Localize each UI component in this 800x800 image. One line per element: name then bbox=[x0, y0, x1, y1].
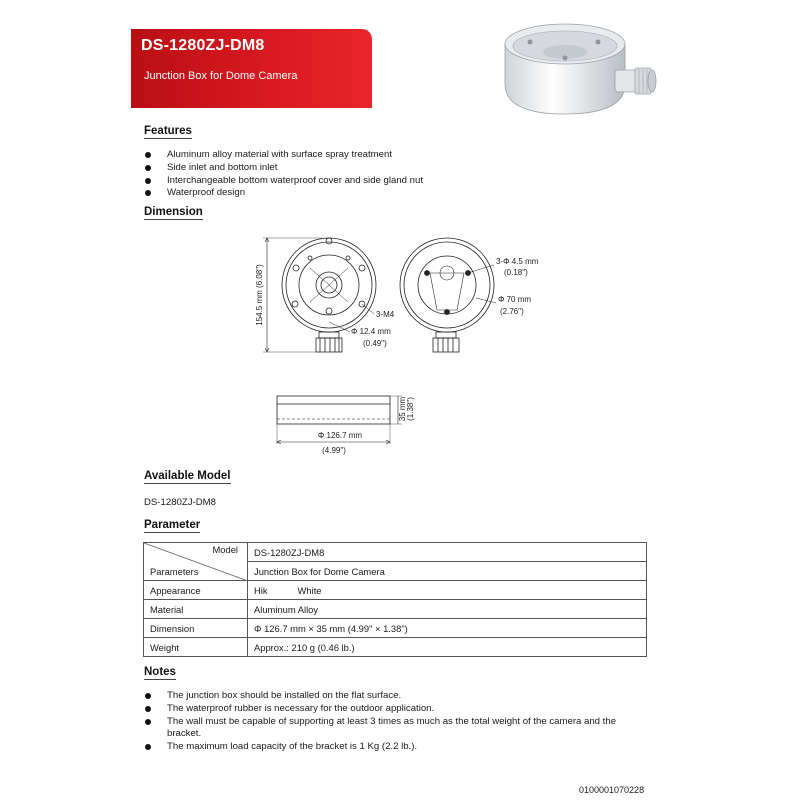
parameter-title: Parameter bbox=[144, 519, 201, 531]
list-item: Waterproof design bbox=[144, 187, 423, 200]
list-item: Interchangeable bottom waterproof cover and side gland nut bbox=[144, 175, 423, 188]
model-subtitle: Junction Box for Dome Camera bbox=[144, 70, 298, 82]
header-params-label: Parameters bbox=[150, 566, 199, 577]
header-model-label: Model bbox=[212, 544, 238, 555]
list-item: Aluminum alloy material with surface spray treatment bbox=[144, 149, 423, 162]
height-label: 154.5 mm (6.08") bbox=[255, 264, 264, 326]
table-cell: Approx.: 210 g (0.46 lb.) bbox=[248, 638, 647, 657]
list-item: The waterproof rubber is necessary for the outdoor application. bbox=[144, 703, 634, 716]
appearance-hik: Hik bbox=[254, 584, 268, 596]
dimension-title: Dimension bbox=[144, 206, 203, 218]
list-item: Side inlet and bottom inlet bbox=[144, 162, 423, 175]
table-row bbox=[144, 619, 647, 638]
table-row bbox=[144, 581, 647, 600]
available-model-value: DS-1280ZJ-DM8 bbox=[144, 497, 216, 508]
table-cell: DS-1280ZJ-DM8 bbox=[248, 543, 647, 562]
appearance-color: White bbox=[297, 584, 322, 596]
table-cell bbox=[248, 581, 647, 600]
circle-in-label: (2.76") bbox=[500, 307, 524, 316]
table-header-cell bbox=[144, 543, 248, 581]
screws-label: 3-M4 bbox=[376, 310, 395, 319]
inlet-mm-label: Φ 12.4 mm bbox=[351, 327, 391, 336]
table-row bbox=[144, 600, 647, 619]
model-title: DS-1280ZJ-DM8 bbox=[141, 37, 265, 54]
depth-mm-label: 35 mm bbox=[398, 396, 407, 422]
product-image bbox=[490, 22, 670, 122]
notes-list bbox=[144, 690, 634, 754]
list-item: The maximum load capacity of the bracket is 1 Kg (2.2 lb.). bbox=[144, 741, 634, 754]
list-item: The junction box should be installed on the flat surface. bbox=[144, 690, 634, 703]
table-cell: Weight bbox=[144, 638, 248, 657]
table-cell: Junction Box for Dome Camera bbox=[248, 562, 647, 581]
circle-mm-label: Φ 70 mm bbox=[498, 295, 532, 304]
table-row bbox=[144, 638, 647, 657]
features-title: Features bbox=[144, 125, 192, 137]
table-cell: Aluminum Alloy bbox=[248, 600, 647, 619]
parameter-table bbox=[143, 542, 647, 657]
depth-in-label: (1.38") bbox=[406, 397, 415, 421]
dimension-drawing bbox=[250, 228, 550, 458]
notes-title: Notes bbox=[144, 666, 176, 678]
diameter-in-label: (4.99") bbox=[322, 446, 346, 455]
table-row bbox=[144, 543, 647, 562]
list-item: The wall must be capable of supporting at least 3 times as much as the total weight of the camera and the bracket. bbox=[144, 716, 634, 742]
document-id: 0100001070228 bbox=[579, 785, 645, 795]
table-cell: Appearance bbox=[144, 581, 248, 600]
holes-in-label: (0.18") bbox=[504, 268, 528, 277]
header-banner bbox=[131, 29, 372, 108]
diameter-mm-label: Φ 126.7 mm bbox=[317, 431, 363, 440]
table-cell: Material bbox=[144, 600, 248, 619]
available-model-title: Available Model bbox=[144, 470, 231, 482]
inlet-in-label: (0.49") bbox=[363, 339, 387, 348]
table-cell: Φ 126.7 mm × 35 mm (4.99" × 1.38") bbox=[248, 619, 647, 638]
holes-mm-label: 3-Φ 4.5 mm bbox=[496, 257, 539, 266]
table-cell: Dimension bbox=[144, 619, 248, 638]
features-list bbox=[144, 149, 423, 200]
